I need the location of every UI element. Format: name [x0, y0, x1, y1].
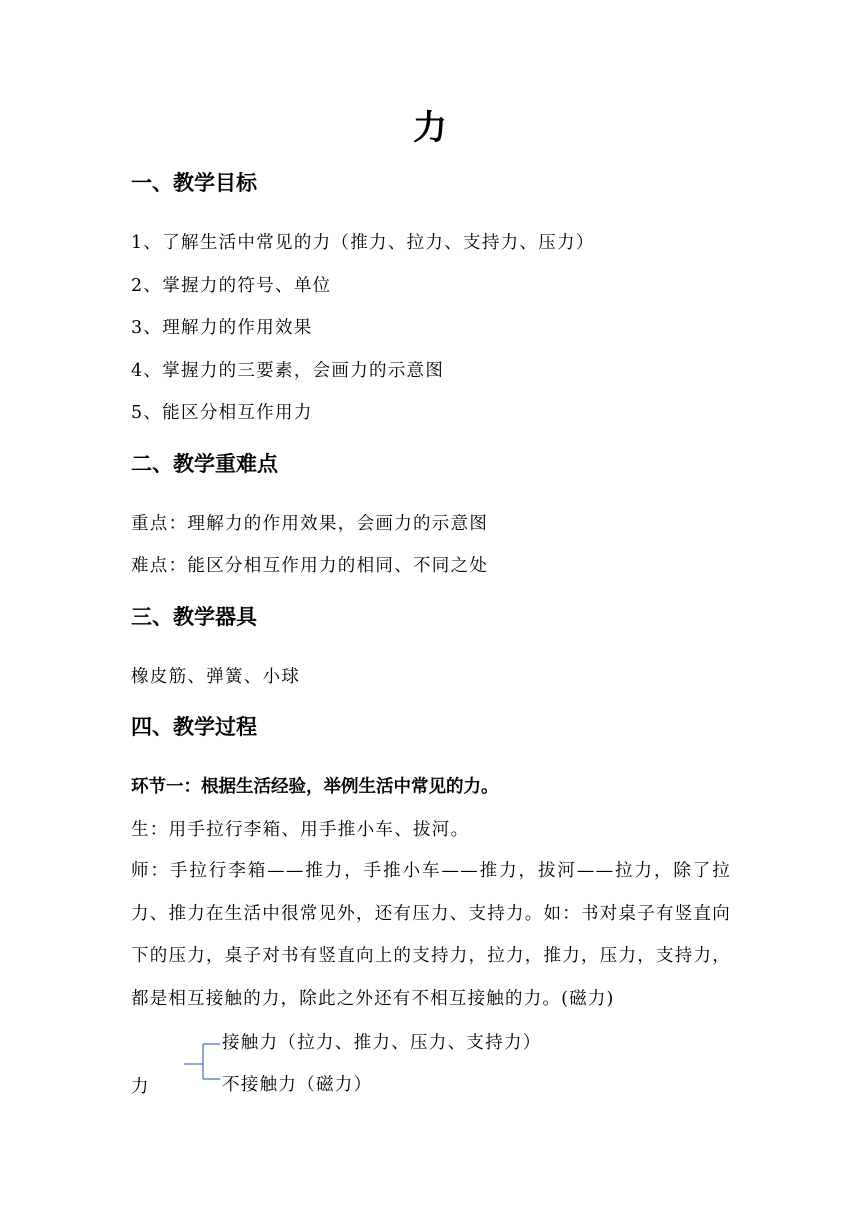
objective-item-3: 3、理解力的作用效果	[131, 318, 313, 338]
teacher-explanation: 师：手拉行李箱——推力，手推小车——推力，拔河——拉力，除了拉力、推力在生活中很常见外，还有压力、支持力。如：书对桌子有竖直向下的压力，桌子对书有竖直向上的支持力，拉力，推力，压力，支持力，都是相互接触的力，除此之外还有不相互接触的力。(磁力)	[131, 861, 731, 1009]
page-title: 力	[413, 108, 447, 148]
objective-item-1: 1、了解生活中常见的力（推力、拉力、支持力、压力）	[131, 233, 595, 253]
student-answer: 生：用手拉行李箱、用手推小车、拔河。	[131, 820, 470, 840]
objective-item-5: 5、能区分相互作用力	[131, 403, 313, 423]
section-heading-key-points: 二、教学重难点	[131, 452, 278, 476]
section-heading-equipment: 三、教学器具	[131, 605, 257, 629]
objective-item-4: 4、掌握力的三要素，会画力的示意图	[131, 361, 445, 381]
section-heading-process: 四、教学过程	[131, 715, 257, 739]
key-point-difficulty: 难点：能区分相互作用力的相同、不同之处	[131, 556, 489, 576]
step1-title: 环节一：根据生活经验，举例生活中常见的力。	[131, 777, 499, 797]
diagram-root-label: 力	[131, 1077, 150, 1097]
diagram-branch-contact: 接触力（拉力、推力、压力、支持力）	[222, 1033, 542, 1053]
equipment-list: 橡皮筋、弹簧、小球	[131, 667, 301, 687]
diagram-branch-noncontact: 不接触力（磁力）	[222, 1075, 373, 1095]
key-point-focus: 重点：理解力的作用效果，会画力的示意图	[131, 514, 489, 534]
objective-item-2: 2、掌握力的符号、单位	[131, 276, 332, 296]
section-heading-objectives: 一、教学目标	[131, 171, 257, 195]
